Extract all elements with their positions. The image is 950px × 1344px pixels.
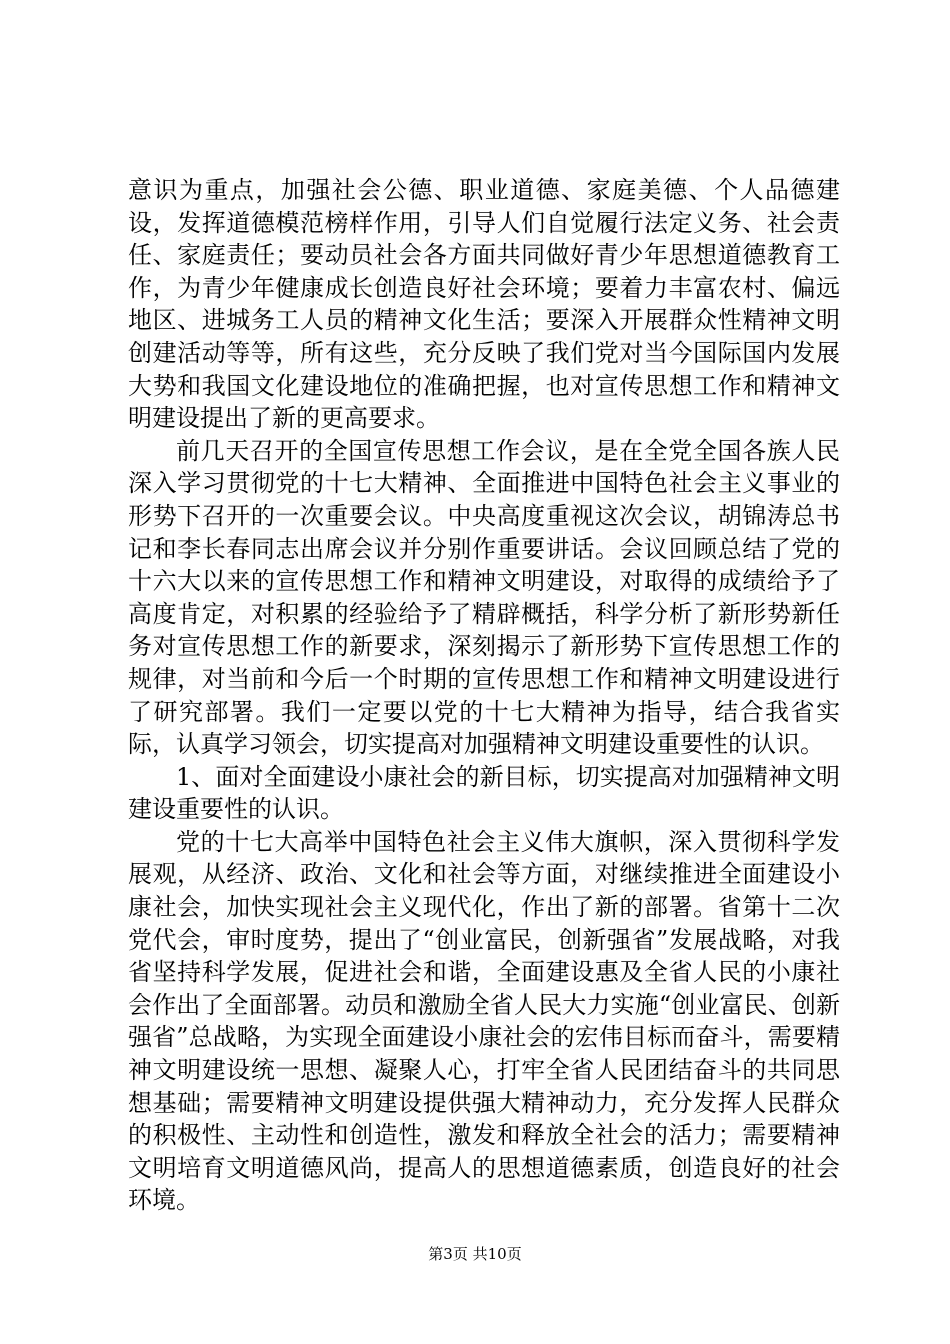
document-body	[128, 174, 840, 1217]
body-paragraph-meeting: 前几天召开的全国宣传思想工作会议，是在全党全国各族人民深入学习贯彻党的十七大精神、全面推进中国特色社会主义事业的形势下召开的一次重要会议。中央高度重视这次会议，胡锦涛总书记和李长春同志出席会议并分别作重要讲话。会议回顾总结了党的十六大以来的宣传思想工作和精神文明建设，对取得的成绩给予了高度肯定，对积累的经验给予了精辟概括，科学分析了新形势新任务对宣传思想工作的新要求，深刻揭示了新形势下宣传思想工作的规律，对当前和今后一个时期的宣传思想工作和精神文明建设进行了研究部署。我们一定要以党的十七大精神为指导，结合我省实际，认真学习领会，切实提高对加强精神文明建设重要性的认识。	[128, 436, 840, 759]
page-footer: 第3页 共10页	[428, 1245, 522, 1263]
section-heading: 1、面对全面建设小康社会的新目标，切实提高对加强精神文明建设重要性的认识。	[128, 762, 840, 824]
body-paragraph-strategy: 党的十七大高举中国特色社会主义伟大旗帜，深入贯彻科学发展观，从经济、政治、文化和社会等方面，对继续推进全面建设小康社会，加快实现社会主义现代化，作出了新的部署。省第十二次党代会，审时度势，提出了“创业富民，创新强省”发展战略，对我省坚持科学发展，促进社会和谐，全面建设惠及全省人民的小康社会作出了全面部署。动员和激励全省人民大力实施“创业富民、创新强省”总战略，为实现全面建设小康社会的宏伟目标而奋斗，需要精神文明建设统一思想、凝聚人心，打牢全省人民团结奋斗的共同思想基础；需要精神文明建设提供强大精神动力，充分发挥人民群众的积极性、主动性和创造性，激发和释放全社会的活力；需要精神文明培育文明道德风尚，提高人的思想道德素质，创造良好的社会环境。	[128, 827, 840, 1215]
body-paragraph-continued: 意识为重点，加强社会公德、职业道德、家庭美德、个人品德建设，发挥道德模范榜样作用，引导人们自觉履行法定义务、社会责任、家庭责任；要动员社会各方面共同做好青少年思想道德教育工作，为青少年健康成长创造良好社会环境；要着力丰富农村、偏远地区、进城务工人员的精神文化生活；要深入开展群众性精神文明创建活动等等，所有这些，充分反映了我们党对当今国际国内发展大势和我国文化建设地位的准确把握，也对宣传思想工作和精神文明建设提出了新的更高要求。	[128, 176, 840, 433]
